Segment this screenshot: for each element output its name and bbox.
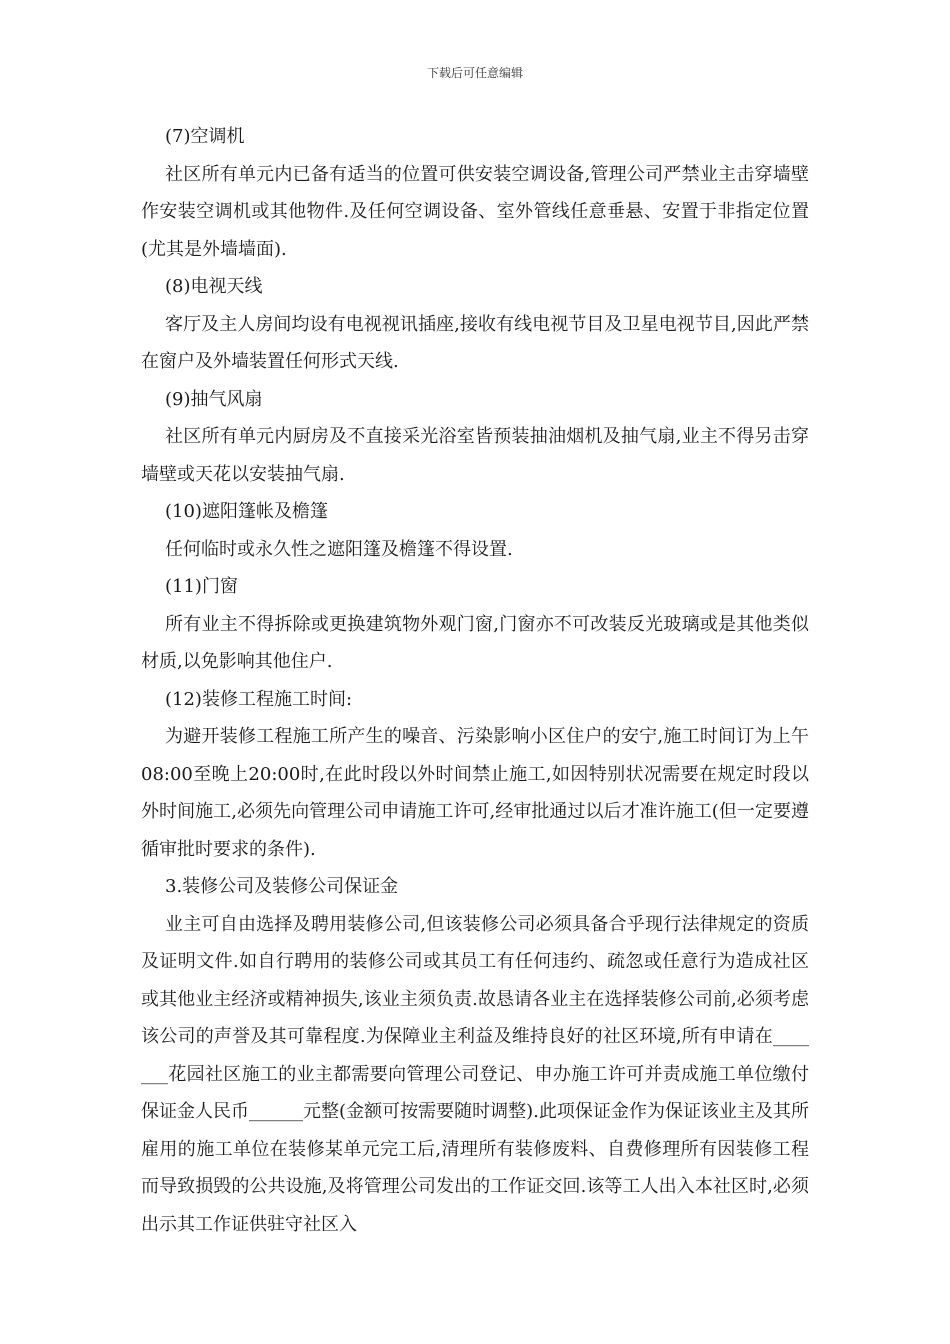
section-heading-work-hours: (12)装修工程施工时间: (165, 688, 353, 710)
section-heading-tv-antenna: (8)电视天线 (165, 276, 263, 297)
paragraph-air-conditioner: 社区所有单元内已备有适当的位置可供安装空调设备,管理公司严禁业主击穿墙壁作安装空调机或其他物件.及任何空调设备、室外管线任意垂悬、安置于非指定位置(尤其是外墙墙面). (141, 163, 809, 260)
section-heading-contractor: 3.装修公司及装修公司保证金 (165, 876, 399, 897)
section-heading-doors-windows: (11)门窗 (165, 576, 238, 597)
paragraph-work-hours: 为避开装修工程施工所产生的噪音、污染影响小区住户的安宁,施工时间订为上午08:00至晚上20:00时,在此时段以外时间禁止施工,如因特别状况需要在规定时段以外时间施工,必须先向管理公司申请施工许可,经审批通过以后才准许施工(但一定要遵循审批时要求的条件). (141, 726, 809, 860)
paragraph-contractor: 业主可自由选择及聘用装修公司,但该装修公司必须具备合乎现行法律规定的资质及证明文件.如自行聘用的装修公司或其员工有任何违约、疏忽或任意行为造成社区或其他业主经济或精神损失,该业主须负责.故恳请各业主在选择装修公司前,必须考虑该公司的声誉及其可靠程度.为保障业主利益及维持良好的社区环境,所有申请在_______花园社区施工的业主都需要向管理公司登记、申办施工许可并责成施工单位缴付保证金人民币______元整(金额可按需要随时调整).此项保证金作为保证该业主及其所雇用的施工单位在装修某单元完工后,清理所有装修废料、自费修理所有因装修工程而导致损毁的公共设施,及将管理公司发出的工作证交回.该等工人出入本社区时,必须出示其工作证供驻守社区入 (141, 913, 809, 1235)
section-heading-awnings: (10)遮阳篷帐及檐篷 (165, 501, 328, 522)
paragraph-doors-windows: 所有业主不得拆除或更换建筑物外观门窗,门窗亦不可改装反光玻璃或是其他类似材质,以免影响其他住户. (141, 613, 809, 672)
paragraph-tv-antenna: 客厅及主人房间均设有电视视讯插座,接收有线电视节目及卫星电视节目,因此严禁在窗户及外墙装置任何形式天线. (141, 313, 809, 372)
section-heading-air-conditioner: (7)空调机 (165, 126, 245, 147)
paragraph-awnings: 任何临时或永久性之遮阳篷及檐篷不得设置. (165, 538, 513, 560)
section-heading-exhaust-fan: (9)抽气风扇 (165, 388, 263, 410)
document-body (141, 118, 809, 1243)
page-header: 下载后可任意编辑 (426, 66, 523, 80)
paragraph-exhaust-fan: 社区所有单元内厨房及不直接采光浴室皆预装抽油烟机及抽气扇,业主不得另击穿墙壁或天花以安装抽气扇. (141, 426, 809, 485)
